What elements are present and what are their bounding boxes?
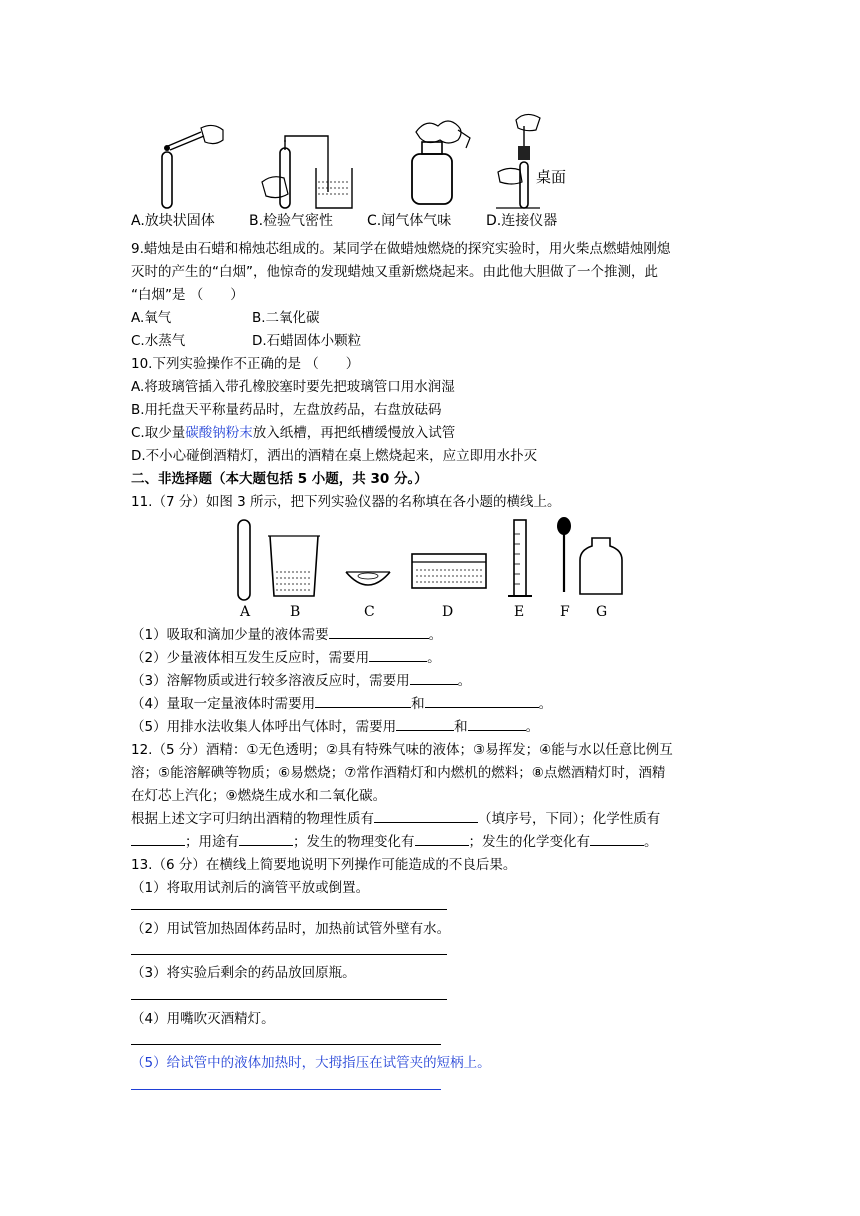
q11-sub-1-period: 。	[428, 627, 443, 643]
instrument-label-g: G	[596, 604, 608, 620]
q13-sub-1: （1）将取用试剂后的滴管平放或倒置。	[131, 880, 370, 896]
fig-label-b: B.检验气密性	[249, 213, 334, 229]
q9-option-c: C.水蒸气	[131, 333, 186, 349]
q11-answer-blank-2[interactable]	[369, 647, 427, 662]
connect-apparatus-drawing	[496, 112, 566, 212]
fig-label-c: C.闻气体气味	[367, 213, 452, 229]
q12-physical-change-blank[interactable]	[415, 831, 469, 846]
q11-sub-5-period: 。	[525, 719, 540, 735]
q10-option-b: B.用托盘天平称量药品时，左盘放药品，右盘放砝码	[131, 402, 442, 418]
q11-sub-3-period: 。	[457, 673, 472, 689]
q10-option-d: D.不小心碰倒酒精灯，洒出的酒精在桌上燃烧起来，应立即用水扑灭	[131, 448, 538, 464]
q11-sub-4-and: 和	[411, 696, 425, 712]
fig-label-d: D.连接仪器	[486, 213, 558, 229]
q11-sub-5	[131, 716, 539, 738]
q11-sub-4-period: 。	[538, 696, 553, 712]
instrument-label-e: E	[514, 604, 525, 620]
q12-line-3: 在灯芯上汽化；⑨燃烧生成水和二氧化碳。	[131, 788, 387, 804]
q12-use-blank[interactable]	[239, 831, 293, 846]
q11-answer-blank-5b[interactable]	[468, 716, 526, 731]
q11-sub-2-period: 。	[427, 650, 441, 666]
q12-chemical-change-blank[interactable]	[590, 831, 644, 846]
q10-option-c-post: 放入纸槽，再把纸槽缓慢放入试管	[252, 425, 456, 441]
q12-line-5	[131, 831, 658, 853]
q11-sub-3-text: （3）溶解物质或进行较多溶液反应时，需要用	[131, 673, 410, 689]
smell-gas-drawing	[396, 112, 486, 212]
q11-sub-2-text: （2）少量液体相互发生反应时，需要用	[131, 650, 370, 666]
fig-label-a: A.放块状固体	[131, 213, 215, 229]
q12-line-4	[131, 808, 660, 830]
instrument-label-a: A	[240, 604, 251, 620]
q11-stem: 11.（7 分）如图 3 所示，把下列实验仪器的名称填在各小题的横线上。	[131, 494, 561, 510]
q13-stem: 13.（6 分）在横线上简要地说明下列操作可能造成的不良后果。	[131, 857, 517, 873]
q12-chemical-property-blank[interactable]	[131, 831, 185, 846]
q9-line-2: 灭时的产生的“白烟”，他惊奇的发现蜡烛又重新燃烧起来。由此他大胆做了一个推测，此	[131, 264, 658, 280]
q10-option-c-pre: C.取少量	[131, 425, 186, 441]
q13-sub-5: （5）给试管中的液体加热时，大拇指压在试管夹的短柄上。	[131, 1055, 491, 1071]
q11-answer-blank-4a[interactable]	[315, 693, 411, 708]
q13-answer-line-3[interactable]	[131, 999, 447, 1000]
q11-answer-blank-4b[interactable]	[425, 693, 539, 708]
q10-option-c	[131, 422, 455, 444]
q11-sub-2	[131, 647, 441, 669]
q11-answer-blank-3[interactable]	[410, 670, 458, 685]
q9-line-3: “白烟”是 （ ）	[131, 287, 244, 303]
q13-answer-line-1[interactable]	[131, 909, 447, 910]
q12-chemical-property-text: （填序号，下同）；化学性质有	[478, 811, 661, 827]
q11-sub-5-and: 和	[454, 719, 468, 735]
q9-line-1: 9.蜡烛是由石蜡和棉烛芯组成的。某同学在做蜡烛燃烧的探究实验时，用火柴点燃蜡烛刚熄	[131, 241, 671, 257]
desk-label: 桌面	[536, 168, 567, 186]
q11-sub-4	[131, 693, 552, 715]
q13-sub-2: （2）用试管加热固体药品时，加热前试管外壁有水。	[131, 921, 451, 937]
q11-sub-3	[131, 670, 471, 692]
test-tube-tweezers-drawing	[146, 112, 226, 212]
q11-answer-blank-5a[interactable]	[396, 716, 454, 731]
section-2-title: 二、非选择题（本大题包括 5 小题，共 30 分。）	[131, 471, 428, 487]
instrument-label-f: F	[560, 604, 570, 620]
instrument-label-c: C	[364, 604, 375, 620]
q12-use-text: ；用途有	[185, 834, 239, 850]
airtightness-drawing	[258, 112, 368, 212]
q9-option-b: B.二氧化碳	[252, 310, 320, 326]
q13-sub-4: （4）用嘴吹灭酒精灯。	[131, 1011, 275, 1027]
q11-sub-5-text: （5）用排水法收集人体呼出气体时，需要用	[131, 719, 397, 735]
q9-option-d: D.石蜡固体小颗粒	[252, 333, 362, 349]
q11-sub-4-text: （4）量取一定量液体时需要用	[131, 696, 316, 712]
figure-instruments	[228, 514, 638, 624]
q11-sub-1-text: （1）吸取和滴加少量的液体需要	[131, 627, 329, 643]
q12-physical-property-blank[interactable]	[374, 808, 478, 823]
q9-option-a: A.氧气	[131, 310, 172, 326]
q13-sub-3: （3）将实验后剩余的药品放回原瓶。	[131, 965, 356, 981]
q12-physical-property-text: 根据上述文字可归纳出酒精的物理性质有	[131, 811, 374, 827]
instrument-label-b: B	[290, 604, 301, 620]
q12-line-2: 溶；⑤能溶解碘等物质；⑥易燃烧；⑦常作酒精灯和内燃机的燃料；⑧点燃酒精灯时，酒精	[131, 765, 666, 781]
q10-option-c-highlight: 碳酸钠粉末	[185, 425, 253, 441]
q12-physical-change-text: ；发生的物理变化有	[293, 834, 415, 850]
q13-answer-line-2[interactable]	[131, 954, 447, 955]
q13-answer-line-4[interactable]	[131, 1044, 441, 1045]
q12-line-5-period: 。	[644, 834, 658, 850]
q13-answer-line-5[interactable]	[131, 1089, 441, 1090]
q10-stem: 10.下列实验操作不正确的是 （ ）	[131, 356, 360, 372]
instrument-label-d: D	[442, 604, 454, 620]
q11-sub-1	[131, 624, 442, 646]
q11-answer-blank-1[interactable]	[329, 624, 429, 639]
q12-line-1: 12.（5 分）酒精：①无色透明；②具有特殊气味的液体；③易挥发；④能与水以任意比例互	[131, 742, 673, 758]
q10-option-a: A.将玻璃管插入带孔橡胶塞时要先把玻璃管口用水润湿	[131, 379, 455, 395]
q12-chemical-change-text: ；发生的化学变化有	[468, 834, 590, 850]
